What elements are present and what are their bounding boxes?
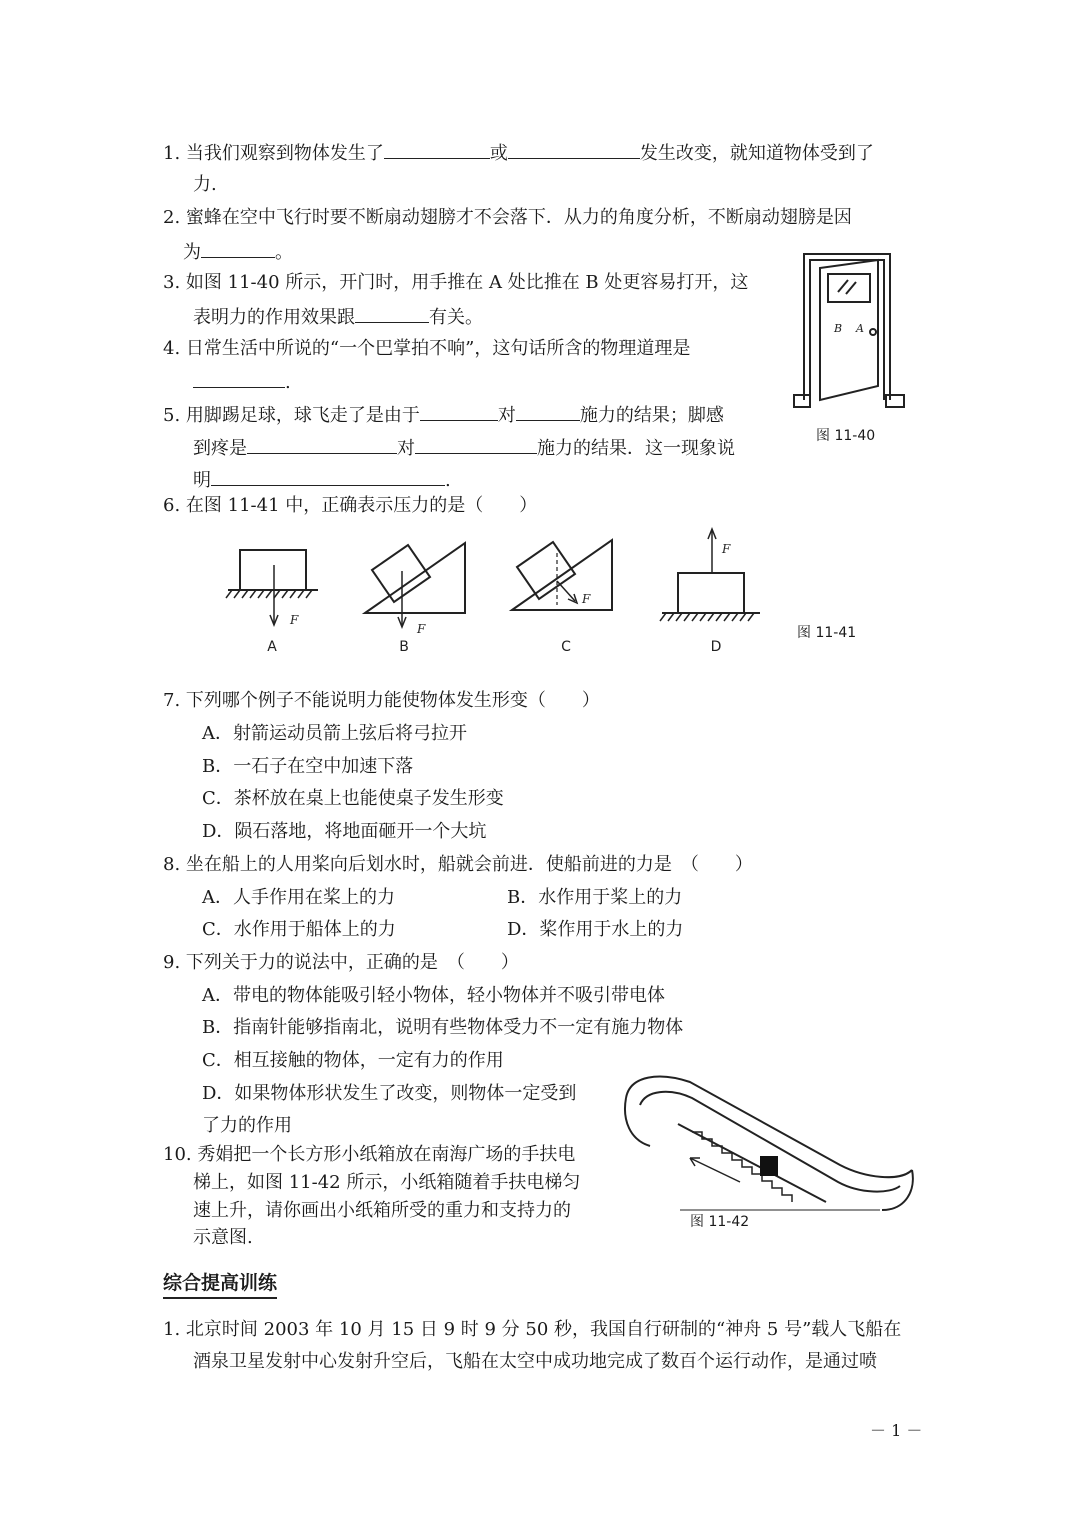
- q7-option-b[interactable]: B．一石子在空中加速下落: [202, 756, 414, 777]
- q2-num: 2.: [163, 207, 181, 228]
- fig40-caption: 图 11-40: [816, 428, 876, 444]
- s1-text-1: 北京时间 2003 年 10 月 15 日 9 时 9 分 50 秒，我国自行研制的“神舟 5 号”载人飞船在: [185, 1319, 902, 1340]
- q5-blank-2[interactable]: [516, 402, 580, 421]
- q5-blank-5[interactable]: [211, 467, 445, 486]
- q10-text-1: 秀娟把一个长方形小纸箱放在南海广场的手扶电: [197, 1144, 576, 1165]
- q5-line3: [193, 467, 451, 493]
- s1-num: 1.: [163, 1319, 181, 1340]
- q10-text-4: 示意图.: [193, 1227, 253, 1248]
- q2-text-b: 为: [183, 242, 201, 263]
- q4-blank[interactable]: [193, 369, 285, 388]
- panel-d-drawing: [660, 529, 760, 621]
- q4-line2: [193, 369, 291, 395]
- q5-text-e: 对: [397, 438, 415, 459]
- door-label-b: B: [834, 322, 843, 335]
- q4-text-a: 日常生活中所说的“一个巴掌拍不响”，这句话所含的物理道理是: [185, 338, 691, 359]
- q3-line2: [193, 304, 483, 330]
- panel-d-label: D: [710, 639, 722, 655]
- q5-blank-1[interactable]: [420, 402, 498, 421]
- q5-line1: [163, 402, 724, 428]
- q3-text-c: 有关。: [429, 307, 483, 328]
- q5-text-c: 施力的结果；脚感: [579, 405, 724, 426]
- q8-num: 8.: [163, 854, 181, 875]
- q1-blank-2[interactable]: [508, 140, 640, 159]
- q5-text-g: 明: [193, 470, 211, 491]
- q9-option-b[interactable]: B．指南针能够指南北，说明有些物体受力不一定有施力物体: [202, 1017, 684, 1038]
- q8-line1: [163, 853, 753, 877]
- paper-box: [760, 1156, 778, 1176]
- q9-option-d-cont: 了力的作用: [202, 1115, 292, 1136]
- pressure-figure: [220, 525, 780, 665]
- q5-line2: [193, 435, 735, 461]
- q2-line2: [183, 239, 293, 265]
- q7-line1: [163, 689, 600, 713]
- q6-num: 6.: [163, 495, 181, 516]
- s1-text-2: 酒泉卫星发射中心发射升空后，飞船在太空中成功地完成了数百个运行动作，是通过喷: [193, 1351, 877, 1372]
- q5-text-f: 施力的结果．这一现象说: [537, 438, 735, 459]
- q2-line1: [163, 206, 852, 230]
- panel-a-force: F: [290, 613, 299, 627]
- fig41-caption: 图 11-41: [797, 625, 857, 641]
- q8-option-d[interactable]: D．桨作用于水上的力: [507, 919, 684, 940]
- panel-b-label: B: [399, 639, 409, 655]
- q1-blank-1[interactable]: [384, 140, 490, 159]
- q1-text-b: 或: [489, 143, 508, 164]
- q3-blank[interactable]: [355, 304, 429, 323]
- q1-line2: 力.: [193, 174, 217, 195]
- q4-text-b: .: [285, 372, 291, 393]
- q10-line1: [163, 1143, 575, 1167]
- panel-d-force: F: [722, 542, 731, 556]
- q9-num: 9.: [163, 952, 181, 973]
- panel-a-label: A: [267, 639, 277, 655]
- q2-text-c: 。: [275, 242, 293, 263]
- panel-b-force: F: [417, 622, 426, 636]
- q8-option-b[interactable]: B．水作用于桨上的力: [507, 887, 683, 908]
- q7-option-a[interactable]: A．射箭运动员箭上弦后将弓拉开: [202, 723, 467, 744]
- q3-text-a: 如图 11-40 所示，开门时，用手推在 A 处比推在 B 处更容易打开，这: [185, 272, 749, 293]
- q3-line1: [163, 271, 748, 295]
- q1-text-c: 发生改变，就知道物体受到了: [639, 143, 874, 164]
- panel-c-drawing: [512, 540, 612, 610]
- q1-line1: [163, 140, 874, 166]
- s1-line1: [163, 1318, 901, 1342]
- q7-option-d[interactable]: D．陨石落地，将地面砸开一个大坑: [202, 821, 487, 842]
- page-number: － 1 －: [870, 1421, 923, 1440]
- q9-option-c[interactable]: C．相互接触的物体，一定有力的作用: [202, 1050, 504, 1071]
- door-figure: [790, 240, 920, 415]
- q5-text-a: 用脚踢足球，球飞走了是由于: [185, 405, 420, 426]
- panel-a-drawing: [226, 550, 318, 625]
- q7-text-a: 下列哪个例子不能说明力能使物体发生形变（ ）: [185, 690, 600, 711]
- q7-option-c[interactable]: C．茶杯放在桌上也能使桌子发生形变: [202, 788, 504, 809]
- q8-option-a[interactable]: A．人手作用在桨上的力: [202, 887, 395, 908]
- door-label-a: A: [856, 322, 864, 335]
- q5-text-b: 对: [497, 405, 516, 426]
- q10-text-3: 速上升，请你画出小纸箱所受的重力和支持力的: [193, 1200, 571, 1221]
- q10-text-2: 梯上，如图 11-42 所示，小纸箱随着手扶电梯匀: [193, 1172, 581, 1193]
- q4-num: 4.: [163, 338, 181, 359]
- fig42-caption: 图 11-42: [690, 1214, 750, 1230]
- q5-num: 5.: [163, 405, 181, 426]
- q6-line1: [163, 494, 537, 518]
- q8-text-a: 坐在船上的人用桨向后划水时，船就会前进．使船前进的力是 （ ）: [185, 854, 753, 875]
- panel-c-force: F: [582, 592, 591, 606]
- q9-line1: [163, 951, 519, 975]
- q5-text-h: .: [445, 470, 451, 491]
- panel-c-label: C: [561, 639, 571, 655]
- q9-option-a[interactable]: A．带电的物体能吸引轻小物体，轻小物体并不吸引带电体: [202, 985, 665, 1006]
- q5-blank-3[interactable]: [247, 435, 397, 454]
- q7-num: 7.: [163, 690, 181, 711]
- q3-text-b: 表明力的作用效果跟: [193, 307, 355, 328]
- q1-text-a: 当我们观察到物体发生了: [185, 143, 384, 164]
- escalator-figure: [620, 1060, 920, 1232]
- section-title: 综合提高训练: [163, 1268, 277, 1299]
- q9-text-a: 下列关于力的说法中，正确的是 （ ）: [185, 952, 519, 973]
- q2-text-a: 蜜蜂在空中飞行时要不断扇动翅膀才不会落下．从力的角度分析，不断扇动翅膀是因: [185, 207, 852, 228]
- q5-text-d: 到疼是: [193, 438, 247, 459]
- q10-num: 10.: [163, 1144, 192, 1165]
- q9-option-d[interactable]: D．如果物体形状发生了改变，则物体一定受到: [202, 1083, 577, 1104]
- q1-num: 1.: [163, 143, 181, 164]
- q5-blank-4[interactable]: [415, 435, 537, 454]
- q8-option-c[interactable]: C．水作用于船体上的力: [202, 919, 396, 940]
- q6-text-a: 在图 11-41 中，正确表示压力的是（ ）: [185, 495, 538, 516]
- q3-num: 3.: [163, 272, 181, 293]
- q4-line1: [163, 337, 690, 361]
- panel-b-drawing: [365, 543, 465, 627]
- q2-blank[interactable]: [201, 239, 275, 258]
